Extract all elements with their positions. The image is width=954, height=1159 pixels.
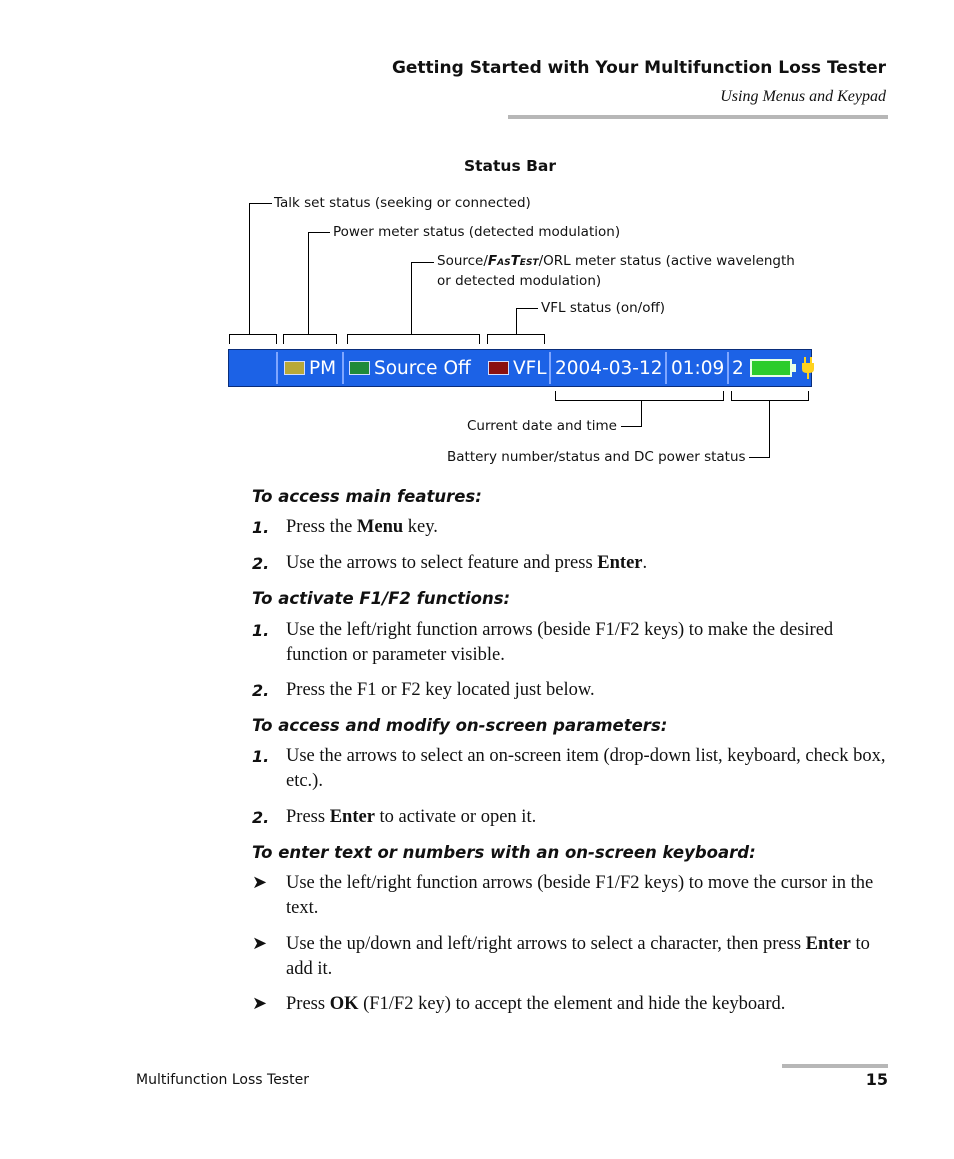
footer-product: Multifunction Loss Tester [136,1072,309,1088]
power-meter-status [284,350,336,386]
section-heading: To activate F1/F2 functions: [252,589,511,608]
step-text: Use the left/right function arrows (beside F1/F2 keys) to make the desired function or parameter visible. [286,620,834,665]
figure-caption: Status Bar [463,157,557,175]
source-status [349,350,471,386]
vfl-led-icon [488,361,509,375]
dc-plug-icon [802,357,814,379]
separator [727,352,729,384]
callout-date-time: Current date and time [467,418,617,434]
source-label: Source [374,357,438,379]
separator [342,352,344,384]
step-number: 1. [252,747,270,766]
battery-icon [750,359,792,377]
page-number: 15 [865,1070,888,1089]
section-heading: To access main features: [252,487,482,506]
status-bar [228,349,812,387]
source-state: Off [443,357,471,379]
step-text: Press the F1 or F2 key located just below. [286,680,595,700]
callout-battery: Battery number/status and DC power status [447,449,746,465]
section-heading: To access and modify on-screen parameters: [252,716,668,735]
running-header-subtitle: Using Menus and Keypad [720,88,886,105]
bullet-text: Use the up/down and left/right arrows to select a character, then press Enter to add it. [286,934,870,979]
callout-vfl: VFL status (on/off) [541,300,666,316]
source-led-icon [349,361,370,375]
step-number: 1. [252,518,270,537]
header-rule [508,115,888,119]
step-text: Use the arrows to select an on-screen item (drop-down list, keyboard, check box, etc.). [286,746,886,791]
date-display: 2004-03-12 [555,357,663,379]
separator [549,352,551,384]
footer-rule [782,1064,888,1068]
vfl-status [488,350,547,386]
callout-power-meter: Power meter status (detected modulation) [333,224,621,240]
time-display: 01:09 [671,357,725,379]
battery-number: 2 [732,357,744,379]
section-heading: To enter text or numbers with an on-screen keyboard: [252,843,756,862]
vfl-label: VFL [513,357,547,379]
separator [276,352,278,384]
pm-label: PM [309,357,337,379]
bullet-arrow-icon: ➤ [252,872,268,892]
battery-status [732,350,814,386]
step-number: 2. [252,554,270,573]
bullet-arrow-icon: ➤ [252,993,268,1013]
step-number: 1. [252,621,270,640]
bullet-text: Press OK (F1/F2 key) to accept the element and hide the keyboard. [286,994,786,1014]
step-number: 2. [252,681,270,700]
step-text: Press the Menu key. [286,517,438,537]
separator [665,352,667,384]
pm-led-icon [284,361,305,375]
callout-talk-set: Talk set status (seeking or connected) [274,195,531,211]
bullet-text: Use the left/right function arrows (beside F1/F2 keys) to move the cursor in the text. [286,873,874,918]
callout-source: Source/FasTest/ORL meter status (active wavelength or detected modulation) [437,253,795,289]
running-header-title: Getting Started with Your Multifunction Loss Tester [391,58,886,78]
step-text: Press Enter to activate or open it. [286,807,537,827]
step-number: 2. [252,808,270,827]
step-text: Use the arrows to select feature and press Enter. [286,553,648,573]
battery-tip [792,364,796,372]
bullet-arrow-icon: ➤ [252,933,268,953]
